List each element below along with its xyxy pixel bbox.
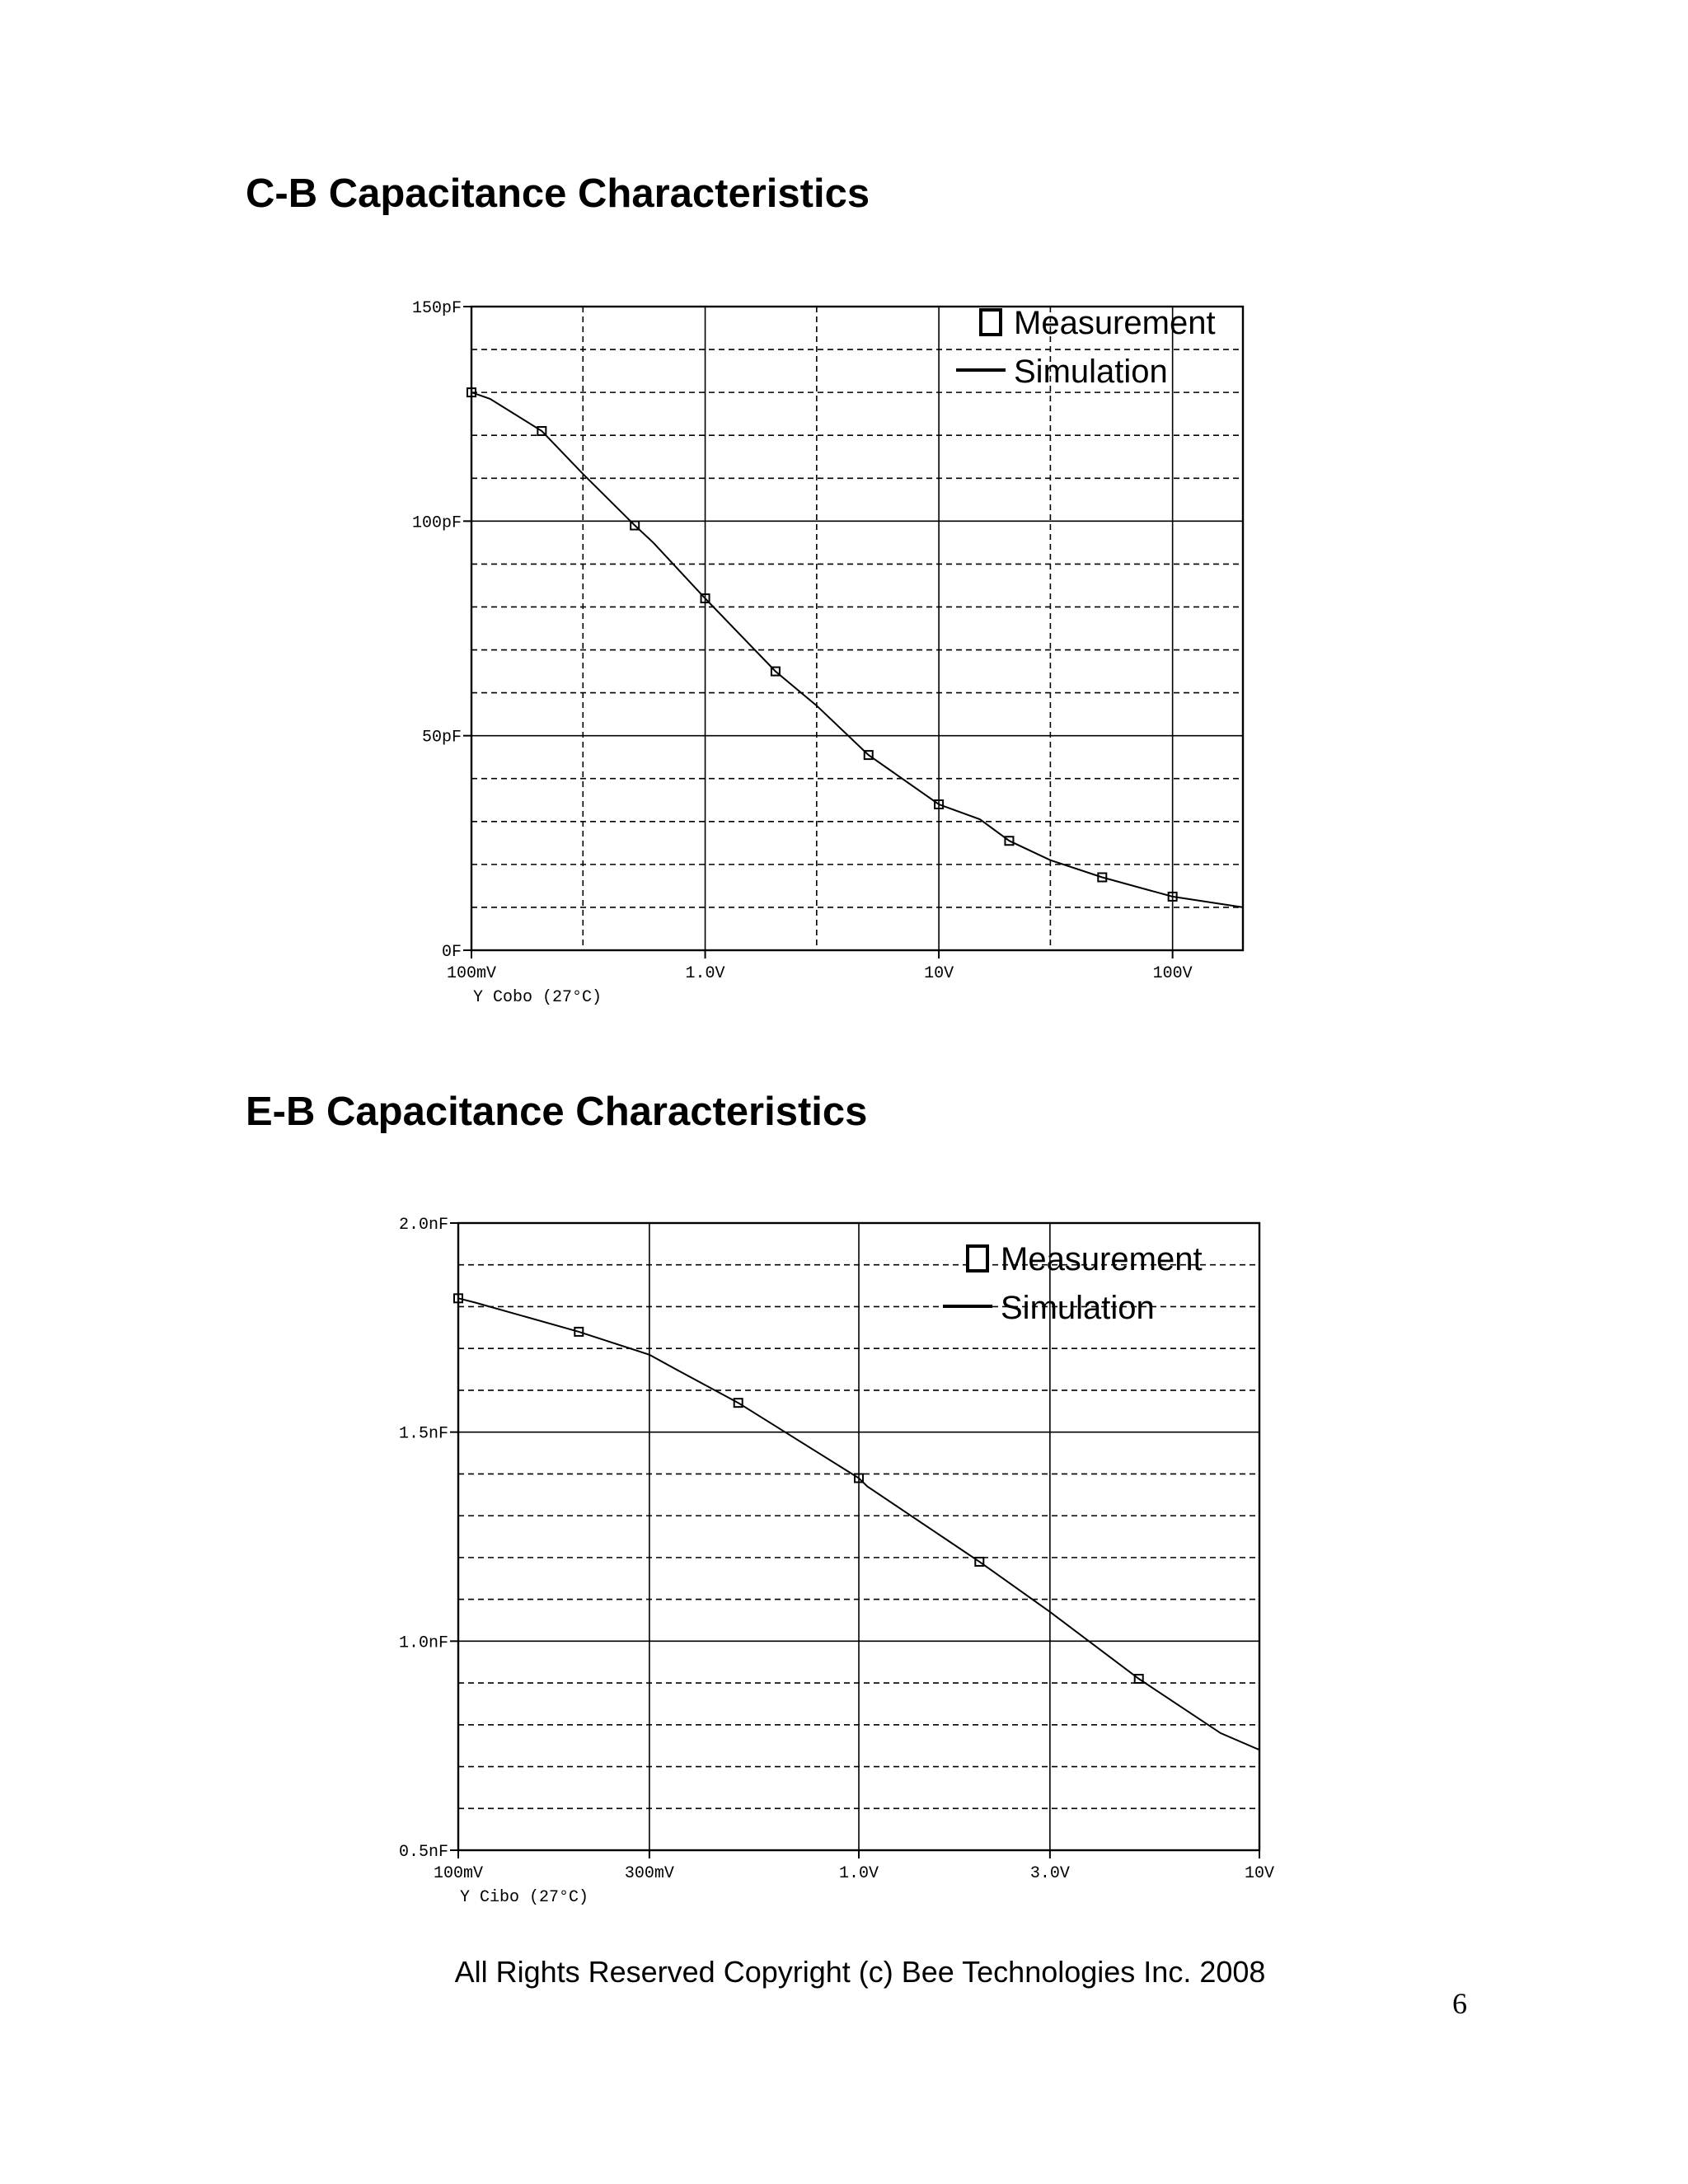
y-tick-label: 150pF: [411, 299, 462, 318]
cb-section-title: C-B Capacitance Characteristics: [246, 171, 870, 216]
copyright-footer: All Rights Reserved Copyright (c) Bee Technologies Inc. 2008: [454, 1955, 1266, 1989]
x-tick-label: 100mV: [446, 964, 497, 983]
x-tick-label: 10V: [1244, 1864, 1275, 1883]
legend-measurement-label: Measurement: [1014, 305, 1216, 341]
y-tick-label: 1.0nF: [398, 1633, 448, 1653]
x-tick-label: 1.0V: [685, 964, 725, 983]
x-tick-label: 100mV: [433, 1864, 484, 1883]
legend-measurement-label: Measurement: [1001, 1241, 1203, 1277]
legend-simulation-label: Simulation: [1014, 354, 1168, 390]
eb-capacitance-chart: [0, 1205, 1319, 1947]
x-tick-label: 3.0V: [1029, 1864, 1070, 1883]
y-tick-label: 0.5nF: [398, 1843, 448, 1862]
x-tick-label: 10V: [924, 964, 954, 983]
x-axis-caption: Y Cobo (27°C): [473, 988, 603, 1007]
legend-measurement-swatch: [968, 1246, 987, 1271]
legend-simulation-label: Simulation: [1001, 1290, 1155, 1326]
y-tick-label: 100pF: [411, 513, 462, 533]
y-tick-label: 1.5nF: [398, 1424, 448, 1444]
y-tick-label: 50pF: [421, 728, 462, 748]
x-tick-label: 1.0V: [838, 1864, 879, 1883]
plot-frame: [471, 307, 1243, 950]
eb-section-title: E-B Capacitance Characteristics: [246, 1090, 868, 1134]
page-number: 6: [1452, 1987, 1467, 2020]
y-tick-label: 0F: [441, 943, 462, 962]
x-axis-caption: Y Cibo (27°C): [460, 1888, 589, 1907]
cb-capacitance-chart: [0, 288, 1319, 1030]
x-tick-label: 300mV: [624, 1864, 674, 1883]
x-tick-label: 100V: [1152, 964, 1193, 983]
legend-measurement-swatch: [981, 310, 1001, 335]
y-tick-label: 2.0nF: [398, 1216, 448, 1235]
